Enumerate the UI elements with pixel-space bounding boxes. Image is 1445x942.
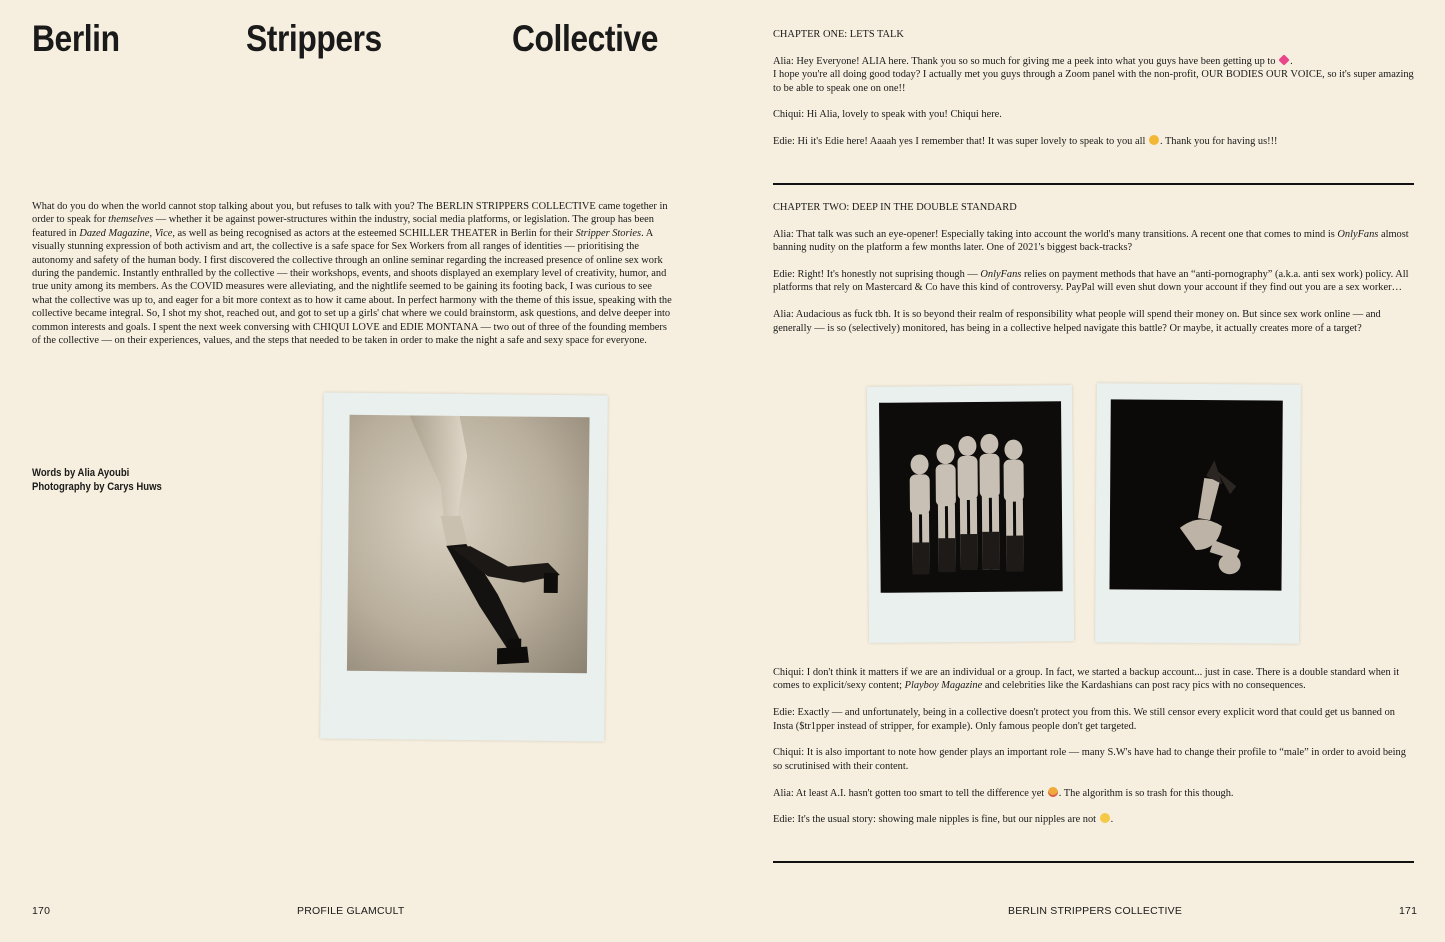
chapter-two-continued bbox=[773, 666, 1415, 840]
interview-edie-3: Edie: Exactly — and unfortunately, being in a collective doesn't protect you from this. We still censor every explicit word that could get us banned on Insta ($tr1pper instead of stripper, for example). Only famous people don't get targeted. bbox=[773, 707, 1395, 732]
polaroid-boots-photo bbox=[320, 393, 608, 742]
section-divider-bottom bbox=[773, 861, 1414, 863]
title-word-berlin: Berlin bbox=[32, 18, 120, 59]
page-number-right: 171 bbox=[1399, 905, 1418, 917]
interview-chiqui-1: Chiqui: Hi Alia, lovely to speak with you! Chiqui here. bbox=[773, 109, 1002, 121]
credit-photography: Photography by Carys Huws bbox=[32, 481, 162, 493]
interview-chiqui-3: Chiqui: It is also important to note how gender plays an important role — many S.W's have had to change their profile to “male” in order to avoid being so scrutinised with their content. bbox=[773, 747, 1406, 772]
interview-alia-3: Alia: Audacious as fuck tbh. It is so beyond their realm of responsibility what people will spend their money on. But since sex work online — and generally — is so (selectively) monitored, has being in a collective helped navigate this battle? Or maybe, it actually creates more of a target? bbox=[773, 309, 1381, 334]
posing-figure-icon bbox=[1109, 399, 1282, 590]
chapter-one-section bbox=[773, 28, 1415, 162]
group-figures-icon bbox=[879, 401, 1063, 593]
interview-chiqui-2: Chiqui: I don't think it matters if we are an individual or a group. In fact, we started a backup account... just in case. There is a double standard when it comes to explicit/sexy content; Playboy Magazine and celebrities like the Kardashians can post racy pics with no consequences. bbox=[773, 667, 1400, 692]
section-divider-top bbox=[773, 183, 1414, 185]
interview-edie-2: Edie: Right! It's honestly not suprising though — OnlyFans relies on payment methods that have an “anti-pornography” (a.k.a. anti sex work) policy. All platforms that rely on Mastercard & Co have this kind of controversy. PayPal will even shut down your account if they find out you are a sex worker… bbox=[773, 269, 1409, 294]
chapter-two-heading: CHAPTER TWO: DEEP IN THE DOUBLE STANDARD bbox=[773, 202, 1017, 213]
intro-paragraph: What do you do when the world cannot stop talking about you, but refuses to talk with you? The BERLIN STRIPPERS COLLECTIVE came together in order to speak for themselves — whether it be against power-structures within the industry, social media platforms, or legislation. The group has been featured in Dazed Magazine, Vice, as well as being recognised as actors at the esteemed SCHILLER THEATER in Berlin for their Stripper Stories. A visually stunning expression of both activism and art, the collective is a safe space for Sex Workers from all ranges of identities — prioritising the autonomy and safety of the human body. I first discovered the collective through an online seminar regarding the increased presence of online sex work during the pandemic. Instantly enthralled by the collective — their workshops, events, and shoots displayed an exemplary level of creativity, humor, and true unity among its members. As the COVID measures were alleviating, and the nightlife seemed to be gaining its footing back, I was curious to see what the collective was up to, and eager for a bit more context as to how it came about. In perfect harmony with the theme of this issue, speaking with the collective became integral. So, I shot my shot, reached out, and got to set up a girls' chat where we could brainstorm, ask questions, and delve deeper into common interests and goals. I spent the next week conversing with CHIQUI LOVE and EDIE MONTANA — two out of three of the founding members of the collective — on their experiences, values, and the steps that needed to be taken in order to make the night a safe and sexy space for everyone. bbox=[32, 201, 672, 347]
credit-words: Words by Alia Ayoubi bbox=[32, 467, 130, 479]
interview-edie-1: Edie: Hi it's Edie here! Aaaah yes I remember that! It was super lovely to speak to you all . Thank you for having us!!! bbox=[773, 136, 1278, 148]
polaroid-pose-photo bbox=[1095, 383, 1301, 643]
footer-section-left: PROFILE GLAMCULT bbox=[297, 905, 405, 917]
page-number-left: 170 bbox=[32, 905, 51, 917]
credits bbox=[32, 466, 162, 494]
title-word-strippers: Strippers bbox=[246, 18, 382, 59]
interview-alia-2: Alia: That talk was such an eye-opener! Especially taking into account the world's many transitions. A recent one that comes to mind is OnlyFans almost banning nudity on the platform a few months later. One of 2021's biggest back-tracks? bbox=[773, 228, 1409, 254]
chapter-one-heading: CHAPTER ONE: LETS TALK bbox=[773, 29, 904, 40]
interview-edie-4: Edie: It's the usual story: showing male nipples is fine, but our nipples are not . bbox=[773, 814, 1114, 826]
smiling-face-with-hearts-icon bbox=[1048, 787, 1058, 797]
pose-photo-image bbox=[1109, 399, 1282, 590]
grinning-face-icon bbox=[1100, 813, 1110, 823]
smiling-face-icon bbox=[1149, 135, 1159, 145]
chapter-two-section bbox=[773, 201, 1415, 348]
interview-alia-4: Alia: At least A.I. hasn't gotten too smart to tell the difference yet . The algorithm is so trash for this though. bbox=[773, 787, 1234, 799]
sparkling-heart-icon bbox=[1278, 54, 1289, 65]
title-word-collective: Collective bbox=[512, 18, 659, 59]
group-photo-image bbox=[879, 401, 1063, 593]
footer-section-right: BERLIN STRIPPERS COLLECTIVE bbox=[1008, 905, 1183, 917]
polaroid-group-photo bbox=[867, 385, 1074, 643]
boots-figure-icon bbox=[347, 415, 590, 673]
boots-photo-image bbox=[347, 415, 590, 673]
interview-alia-1: Alia: Hey Everyone! ALIA here. Thank you so so much for giving me a peek into what you guys have been getting up to . I hope you're all doing good today? I actually met you guys through a Zoom panel with the non-profit, OUR BODIES OUR VOICE, so it's super amazing to be able to speak one on one!! bbox=[773, 55, 1414, 94]
